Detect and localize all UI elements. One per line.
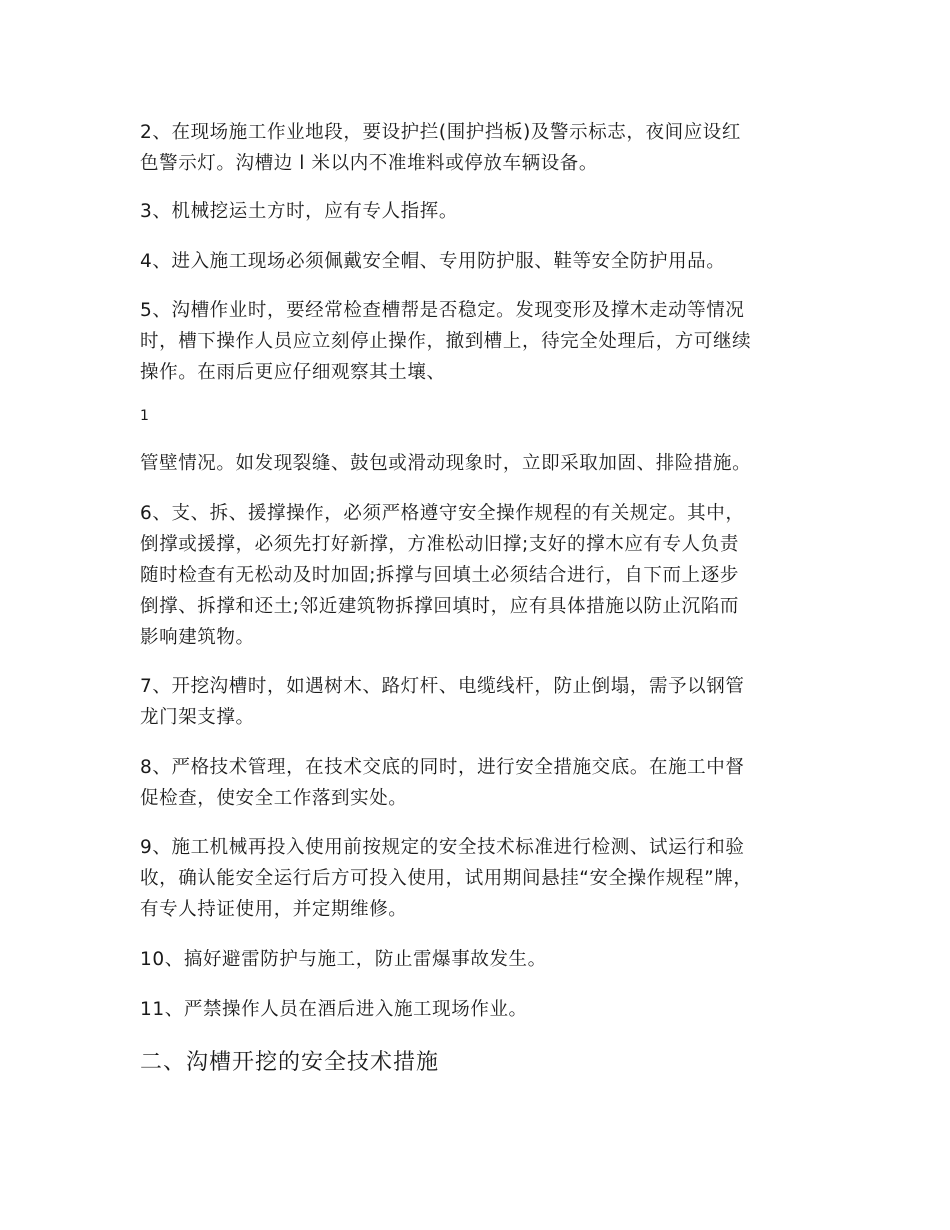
paragraph-item-11 — [140, 994, 840, 1025]
paragraph-line: 有专人持证使用，并定期维修。 — [140, 899, 408, 920]
paragraph-line: 5、沟槽作业时，要经常检查槽帮是否稳定。发现变形及撑木走动等情况 — [140, 300, 745, 321]
paragraph-line: 11、严禁操作人员在酒后进入施工现场作业。 — [140, 999, 528, 1020]
paragraph-item-9 — [140, 832, 840, 925]
section-heading: 二、沟槽开挖的安全技术措施 — [140, 1050, 440, 1075]
page-number: 1 — [140, 408, 149, 424]
paragraph-line: 操作。在雨后更应仔细观察其土壤、 — [140, 362, 446, 383]
paragraph-line: 2、在现场施工作业地段，要设护拦(围护挡板)及警示标志，夜间应设红 — [140, 122, 742, 143]
paragraph-line: 龙门架支撑。 — [140, 707, 255, 728]
paragraph-line: 10、搞好避雷防护与施工，防止雷爆事故发生。 — [140, 949, 547, 970]
paragraph-line: 倒撑或援撑，必须先打好新撑，方准松动旧撑;支好的撑木应有专人负责 — [140, 534, 739, 555]
paragraph-line: 时，槽下操作人员应立刻停止操作，撤到槽上，待完全处理后，方可继续 — [140, 331, 752, 352]
paragraph-line: 4、进入施工现场必须佩戴安全帽、专用防护服、鞋等安全防护用品。 — [140, 251, 726, 272]
paragraph-line: 8、严格技术管理，在技术交底的同时，进行安全措施交底。在施工中督 — [140, 757, 745, 778]
paragraph-item-2 — [140, 117, 840, 179]
paragraph-line: 9、施工机械再投入使用前按规定的安全技术标准进行检测、试运行和验 — [140, 837, 745, 858]
paragraph-line: 随时检查有无松动及时加固;拆撑与回填土必须结合进行，自下而上逐步 — [140, 565, 739, 586]
paragraph-item-4 — [140, 246, 840, 277]
paragraph-line: 3、机械挖运土方时，应有专人指挥。 — [140, 201, 458, 222]
paragraph-line: 倒撑、拆撑和还土;邻近建筑物拆撑回填时，应有具体措施以防止沉陷而 — [140, 596, 739, 617]
paragraph-item-5 — [140, 295, 840, 388]
paragraph-line: 促检查，使安全工作落到实处。 — [140, 788, 408, 809]
paragraph-line: 管壁情况。如发现裂缝、鼓包或滑动现象时，立即采取加固、排险措施。 — [140, 453, 752, 474]
paragraph-line: 6、支、拆、援撑操作，必须严格遵守安全操作规程的有关规定。其中， — [140, 503, 745, 524]
paragraph-line: 影响建筑物。 — [140, 627, 255, 648]
paragraph-line: 色警示灯。沟槽边 l 米以内不准堆料或停放车辆设备。 — [140, 153, 599, 174]
paragraph-item-10 — [140, 944, 840, 975]
paragraph-item-8 — [140, 752, 840, 814]
paragraph-item-6 — [140, 498, 840, 653]
paragraph-item-5-continued — [140, 448, 840, 479]
paragraph-line: 7、开挖沟槽时，如遇树木、路灯杆、电缆线杆，防止倒塌，需予以钢管 — [140, 676, 745, 697]
paragraph-line: 收，确认能安全运行后方可投入使用，试用期间悬挂“安全操作规程”牌， — [140, 868, 753, 889]
paragraph-item-7 — [140, 671, 840, 733]
paragraph-item-3 — [140, 196, 840, 227]
